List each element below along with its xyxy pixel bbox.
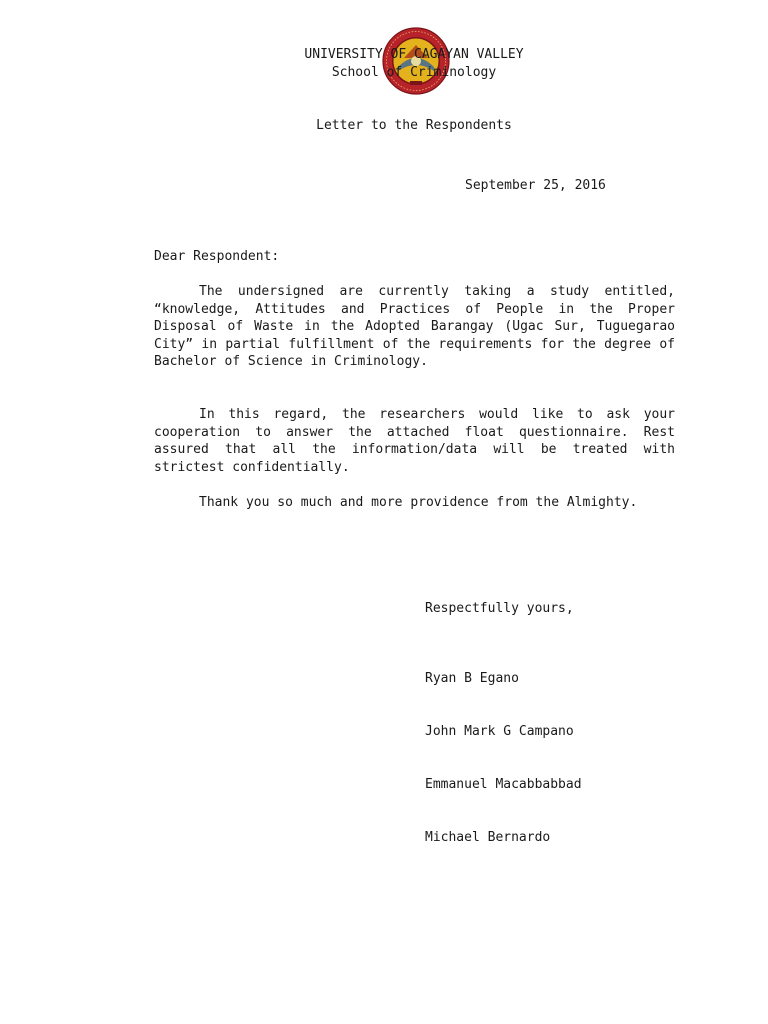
signatory-name: Ryan B Egano	[425, 671, 519, 686]
body-paragraph-cooperation: In this regard, the researchers would like to ask your cooperation to answer the attached float questionnaire. Rest assured that all the information/data will be treated with strictest confidentially.	[154, 407, 675, 475]
signatory-name: Michael Bernardo	[425, 830, 551, 845]
letter-title: Letter to the Respondents	[316, 118, 512, 133]
salutation: Dear Respondent:	[154, 249, 280, 264]
letter-date: September 25, 2016	[465, 178, 606, 193]
school-name: School of Criminology	[331, 65, 497, 80]
body-paragraph-study: The undersigned are currently taking a study entitled, “knowledge, Attitudes and Practices of People in the Proper Disposal of Waste in the Adopted Barangay (Ugac Sur, Tuguegarao City” in partial fulfillment of the requirements for the degree of Bachelor of Science in Criminology.	[154, 284, 675, 370]
signatory-name: Emmanuel Macabbabbad	[425, 777, 582, 792]
body-paragraph-thanks: Thank you so much and more providence from the Almighty.	[199, 495, 638, 510]
university-name: UNIVERSITY OF CAGAYAN VALLEY	[304, 47, 524, 62]
complimentary-closing: Respectfully yours,	[425, 601, 574, 616]
signatory-name: John Mark G Campano	[425, 724, 574, 739]
